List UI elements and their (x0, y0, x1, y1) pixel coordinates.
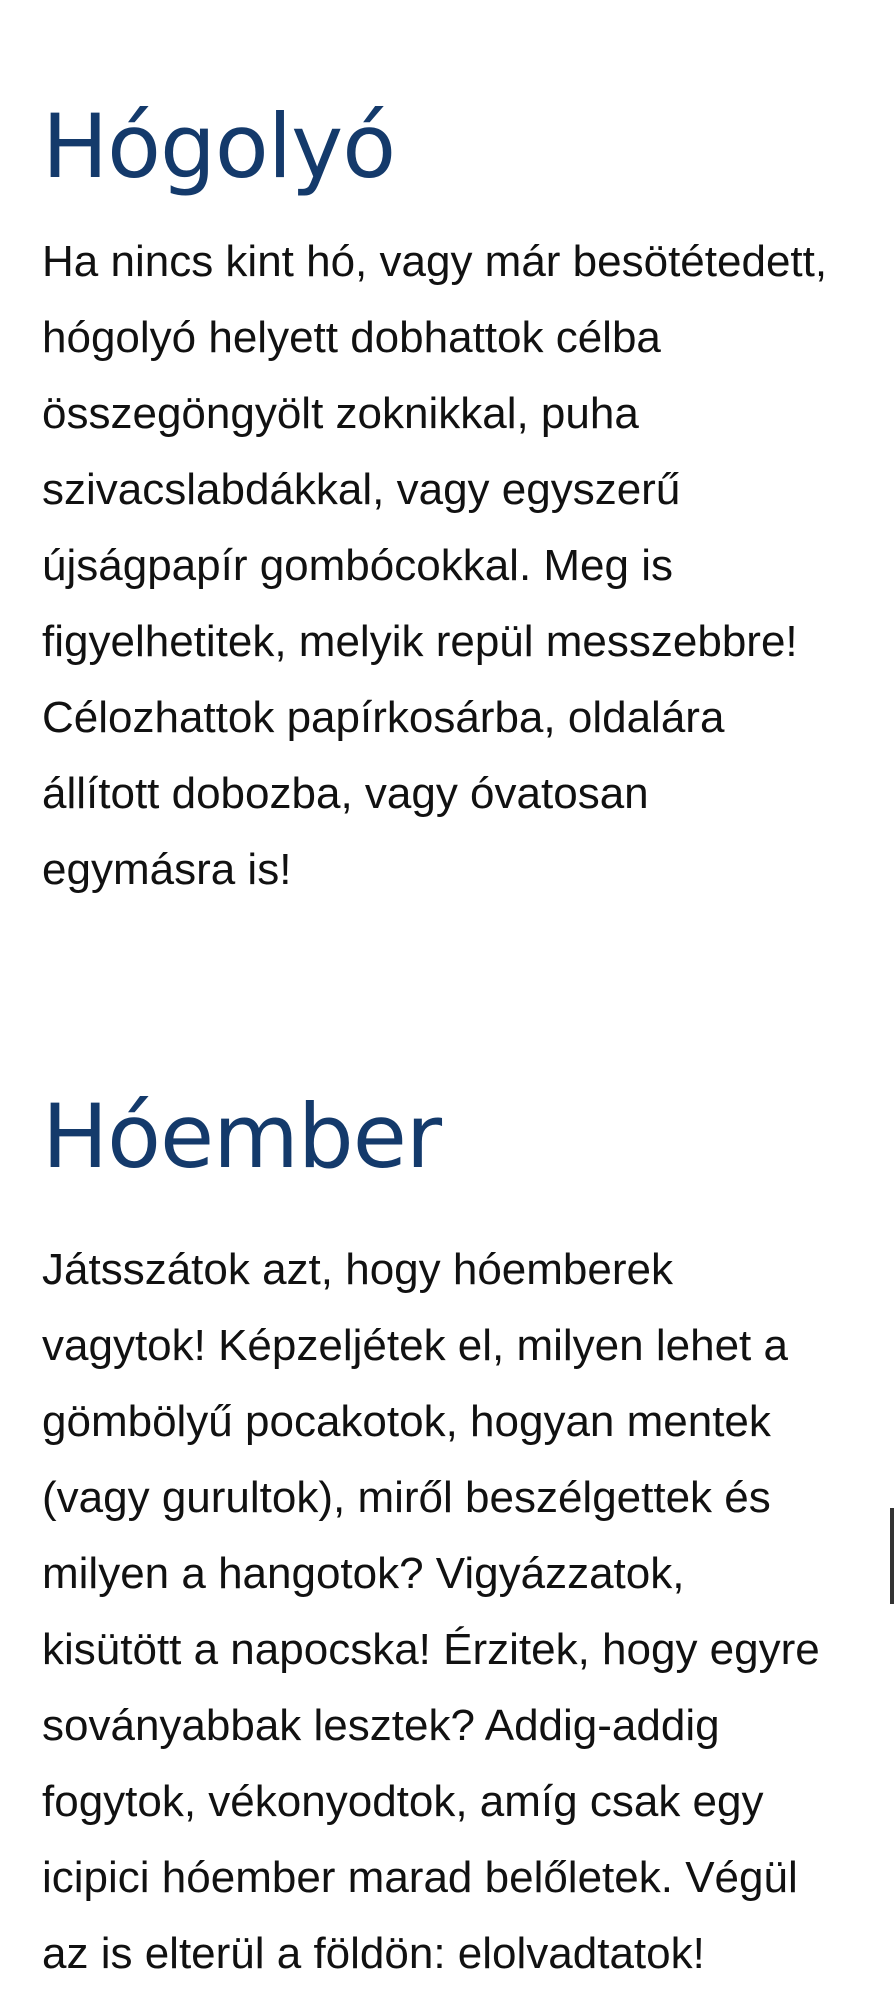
paragraph-line: vagytok! Képzeljétek el, milyen lehet a (42, 1321, 788, 1370)
paragraph-line: állított dobozba, vagy óvatosan (42, 769, 649, 818)
paragraph-line: újságpapír gombócokkal. Meg is (42, 541, 673, 590)
paragraph-line: icipici hóember marad belőletek. Végül (42, 1853, 798, 1902)
paragraph-line: szivacslabdákkal, vagy egyszerű (42, 465, 681, 514)
snowball-section (42, 92, 894, 908)
paragraph-line: Ha nincs kint hó, vagy már besötétedett, (42, 237, 828, 286)
paragraph-line: (vagy gurultok), miről beszélgettek és (42, 1473, 771, 1522)
paragraph-line: összegöngyölt zoknikkal, puha (42, 389, 639, 438)
snowman-section (42, 1082, 894, 1991)
paragraph-line: hógolyó helyett dobhattok célba (42, 313, 661, 362)
section-title-snowman: Hóember (42, 1085, 442, 1188)
scroll-indicator (890, 1508, 894, 1604)
paragraph-line: egymásra is! (42, 845, 292, 894)
paragraph-line: az is elterül a földön: elolvadtatok! (42, 1929, 705, 1978)
paragraph-line: gömbölyű pocakotok, hogyan mentek (42, 1397, 771, 1446)
paragraph-line: milyen a hangotok? Vigyázzatok, (42, 1549, 685, 1598)
paragraph-line: soványabbak lesztek? Addig-addig (42, 1701, 720, 1750)
section-paragraph-snowball (42, 224, 894, 908)
paragraph-line: figyelhetitek, melyik repül messzebbre! (42, 617, 798, 666)
paragraph-line: kisütött a napocska! Érzitek, hogy egyre (42, 1625, 820, 1674)
section-paragraph-snowman (42, 1232, 894, 1991)
paragraph-line: Célozhattok papírkosárba, oldalára (42, 693, 725, 742)
paragraph-line: Játsszátok azt, hogy hóemberek (42, 1245, 673, 1294)
section-title-snowball: Hógolyó (42, 95, 396, 198)
paragraph-line: fogytok, vékonyodtok, amíg csak egy (42, 1777, 764, 1826)
